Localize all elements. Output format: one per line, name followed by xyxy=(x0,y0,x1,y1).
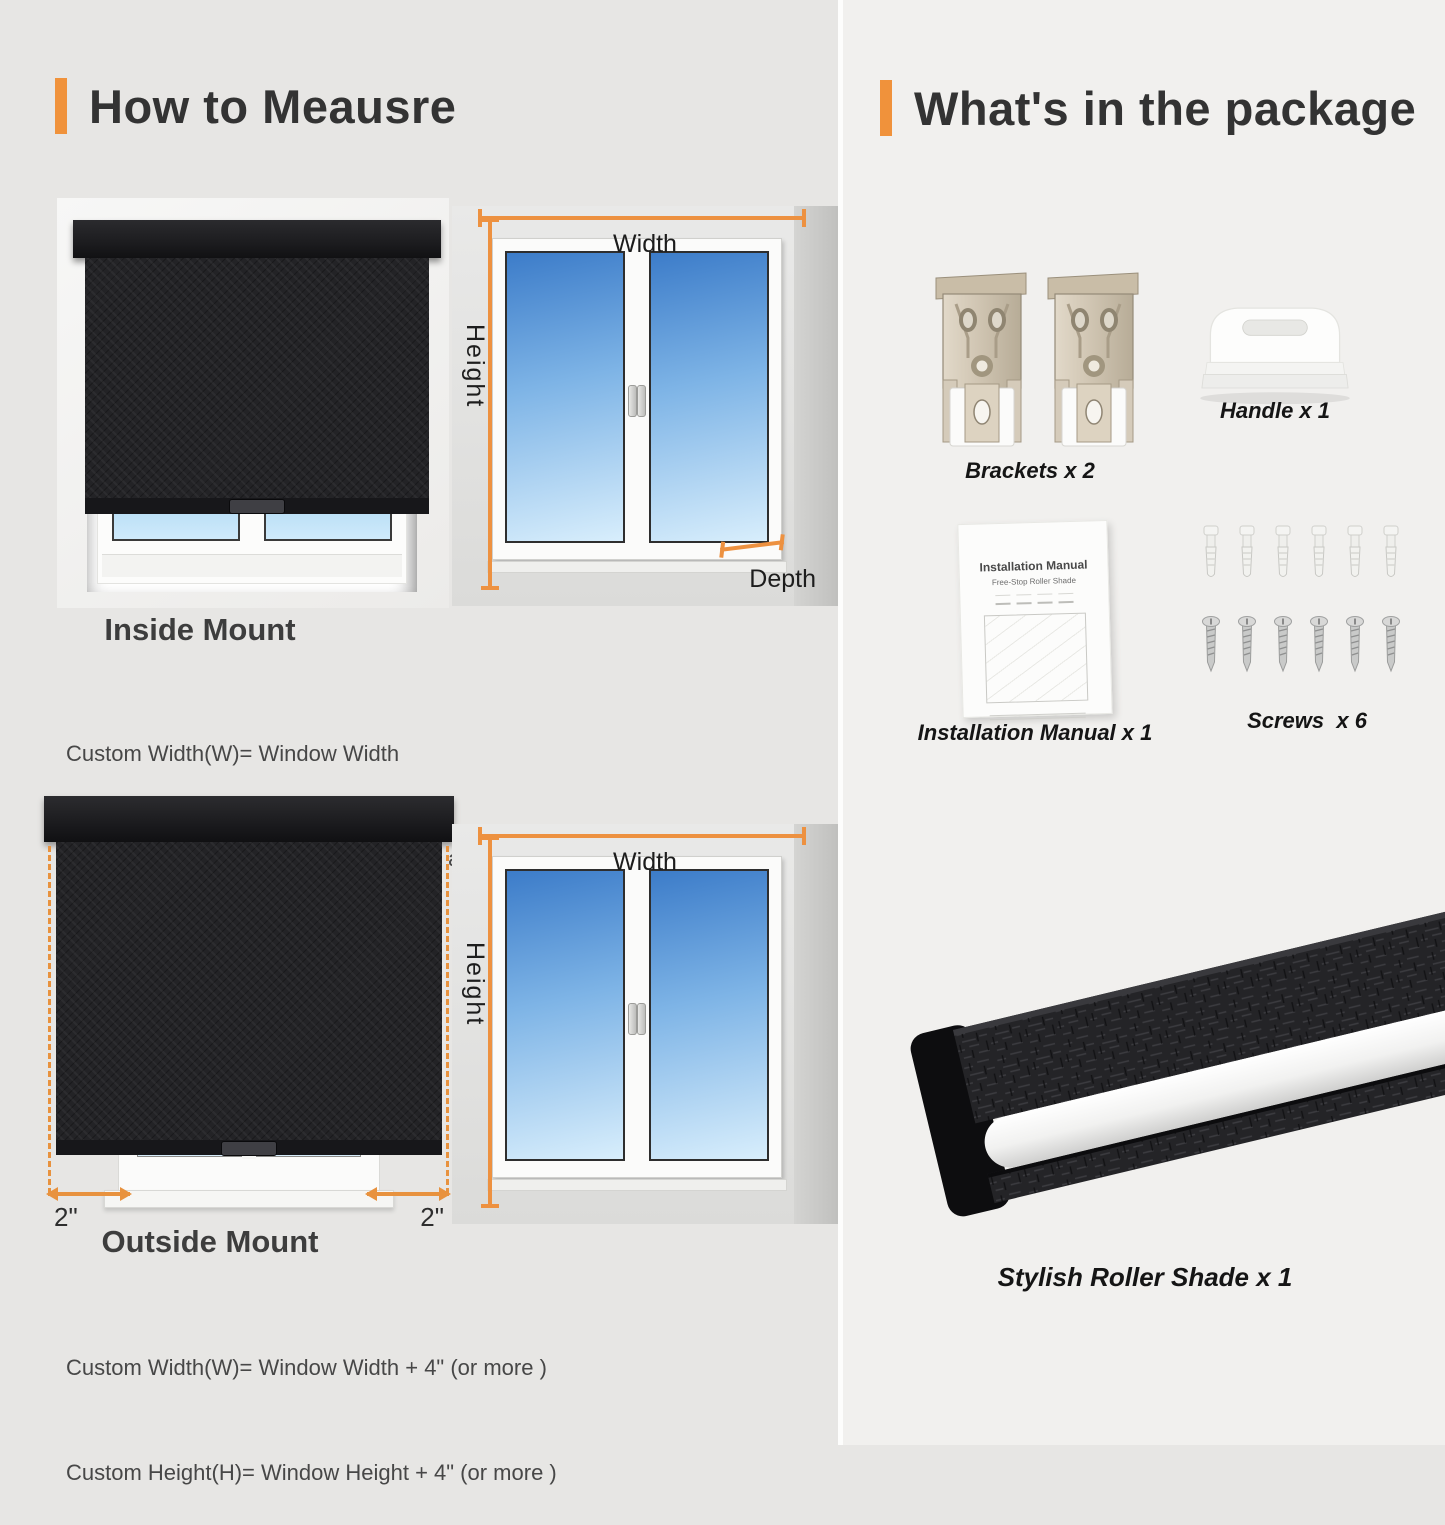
package-header xyxy=(880,80,1416,136)
wall-reveal xyxy=(794,824,838,1224)
shade-bottom-bar xyxy=(85,498,429,514)
brackets-icon xyxy=(928,266,1148,452)
gap-label-right: 2" xyxy=(420,1202,444,1232)
height-label: Height xyxy=(461,324,489,409)
measure-header xyxy=(55,78,456,134)
outside-mount-heading: Outside Mount xyxy=(101,1224,319,1259)
width-arrow-icon xyxy=(478,834,806,838)
window-glass-left xyxy=(505,869,625,1161)
roller-shade-icon xyxy=(845,858,1445,1278)
brackets-label: Brackets x 2 xyxy=(965,458,1095,483)
handle-icon xyxy=(1190,294,1360,414)
accent-bar-icon xyxy=(880,80,892,136)
manual-label: Installation Manual x 1 xyxy=(917,720,1153,745)
window-sill xyxy=(104,1190,394,1208)
screws-icon xyxy=(1202,524,1407,692)
window-glass-right xyxy=(649,869,769,1161)
shade-bottom-bar xyxy=(56,1140,442,1155)
width-label: Width xyxy=(613,230,677,258)
accent-bar-icon xyxy=(55,78,67,134)
window-handle-icon xyxy=(628,385,637,417)
handle-label: Handle x 1 xyxy=(1219,398,1331,423)
window-glass-left xyxy=(505,251,625,543)
spec-line: Custom Height(H)= Window Height + 4" (or more ) xyxy=(66,1460,557,1485)
inside-mount-photo xyxy=(57,198,449,608)
depth-label: Depth xyxy=(749,565,816,593)
screws-label: Screws x 6 xyxy=(1247,708,1367,733)
manual-cover-glyphs xyxy=(995,593,1073,605)
spec-line: Custom Width(W)= Window Width xyxy=(66,741,400,766)
shade-fabric xyxy=(56,842,442,1154)
spec-line: Custom Width(W)= Window Width + 4" (or more ) xyxy=(66,1355,547,1380)
overlap-dashed-line-right xyxy=(446,846,449,1194)
height-label: Height xyxy=(461,942,489,1027)
width-arrow-icon xyxy=(478,216,806,220)
manual-cover-diagram xyxy=(984,613,1088,704)
window-mullion xyxy=(625,251,649,543)
window-handle-icon xyxy=(637,1003,646,1035)
window-sill xyxy=(487,1179,787,1191)
shade-cassette xyxy=(73,220,441,258)
shade-pull-tab xyxy=(221,1141,277,1156)
width-label: Width xyxy=(613,848,677,876)
shade-pull-tab xyxy=(229,499,285,514)
outside-mount-specs xyxy=(66,1280,557,1525)
gap-label-left: 2" xyxy=(54,1202,78,1232)
roller-shade-label: Stylish Roller Shade x 1 xyxy=(997,1262,1293,1292)
manual-cover-title: Installation Manual xyxy=(979,557,1088,575)
window-sill xyxy=(102,554,402,577)
inside-measure-diagram xyxy=(452,206,838,606)
gap-arrow-icon-left xyxy=(48,1192,130,1196)
package-title: What's in the package xyxy=(914,81,1417,135)
window-handle-icon xyxy=(628,1003,637,1035)
overlap-dashed-line-left xyxy=(48,846,51,1194)
window-glass-right xyxy=(649,251,769,543)
inside-mount-heading: Inside Mount xyxy=(104,612,296,647)
window-icon xyxy=(492,238,782,560)
panel-divider xyxy=(838,0,843,1445)
installation-manual-icon xyxy=(957,520,1112,718)
wall-reveal xyxy=(794,206,838,606)
outside-measure-diagram xyxy=(452,824,838,1224)
shade-fabric xyxy=(85,258,429,514)
outside-mount-photo xyxy=(40,792,460,1247)
manual-cover-subtitle: Free-Stop Roller Shade xyxy=(991,575,1077,588)
window-handle-icon xyxy=(637,385,646,417)
window-mullion xyxy=(625,869,649,1161)
measure-title: How to Meausre xyxy=(89,79,457,133)
shade-cassette xyxy=(44,796,454,842)
gap-arrow-icon-right xyxy=(367,1192,449,1196)
window-sill xyxy=(487,561,787,573)
window-icon xyxy=(492,856,782,1178)
